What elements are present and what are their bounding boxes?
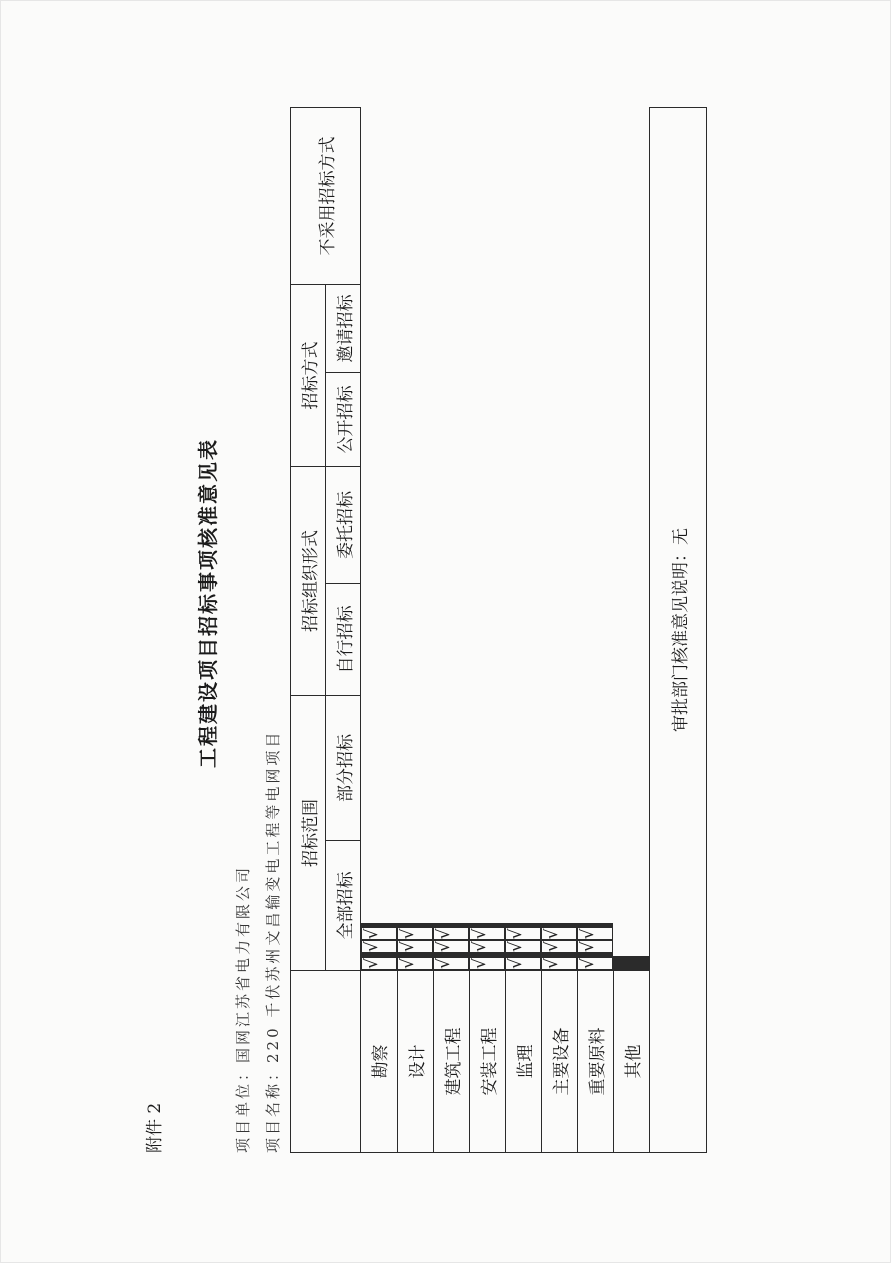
approval-note-row xyxy=(650,108,707,1153)
cell-no-bid xyxy=(397,923,433,925)
cell-part xyxy=(505,955,541,957)
project-name-value: 220 千伏苏州文昌输变电工程等电网项目 xyxy=(264,729,282,1063)
cell-self xyxy=(397,953,433,955)
approval-note-label: 审批部门核准意见说明： xyxy=(670,545,691,732)
document-title: 工程建设项目招标事项核准意见表 xyxy=(196,438,220,768)
cell-part xyxy=(469,955,505,957)
cell-all xyxy=(613,968,649,970)
row-item-label: 其他 xyxy=(613,971,650,1153)
header-scope-all: 全部招标 xyxy=(326,841,361,971)
table-row xyxy=(505,108,541,1153)
cell-no-bid xyxy=(361,923,397,925)
cell-entrust: √ xyxy=(397,940,433,953)
header-method-invite: 邀请招标 xyxy=(326,285,361,373)
cell-part xyxy=(397,955,433,957)
cell-invite xyxy=(541,925,577,927)
cell-entrust: √ xyxy=(577,940,613,953)
cell-no-bid xyxy=(505,923,541,925)
cell-open: √ xyxy=(505,927,541,940)
cell-part xyxy=(613,966,649,968)
header-scope-part: 部分招标 xyxy=(326,696,361,841)
project-unit-value: 国网江苏省电力有限公司 xyxy=(234,864,252,1063)
approval-note-value: 无 xyxy=(670,528,691,545)
cell-self xyxy=(613,964,649,966)
row-item-label: 勘察 xyxy=(361,971,398,1153)
cell-all: √ xyxy=(433,957,469,970)
header-no-bid: 不采用招标方式 xyxy=(291,108,361,285)
cell-no-bid xyxy=(541,923,577,925)
cell-invite xyxy=(397,925,433,927)
header-scope: 招标范围 xyxy=(291,696,326,971)
approval-table xyxy=(290,107,707,1153)
cell-open: √ xyxy=(361,927,397,940)
cell-invite xyxy=(433,925,469,927)
cell-part xyxy=(433,955,469,957)
cell-no-bid xyxy=(613,956,649,958)
cell-no-bid xyxy=(469,923,505,925)
header-row-1 xyxy=(291,108,326,1153)
row-item-label: 设计 xyxy=(397,971,433,1153)
row-item-label: 主要设备 xyxy=(541,971,577,1153)
cell-open: √ xyxy=(541,927,577,940)
cell-all: √ xyxy=(577,957,613,970)
table-row xyxy=(433,108,469,1153)
cell-self xyxy=(433,953,469,955)
cell-invite xyxy=(577,925,613,927)
project-unit-line xyxy=(232,865,253,1153)
project-name-label: 项目名称： xyxy=(264,1062,282,1153)
cell-invite xyxy=(505,925,541,927)
row-item-label: 重要原料 xyxy=(577,971,613,1153)
appendix-label: 附件 2 xyxy=(145,1102,165,1153)
cell-entrust: √ xyxy=(505,940,541,953)
cell-all: √ xyxy=(397,957,433,970)
cell-self xyxy=(505,953,541,955)
row-item-label: 监理 xyxy=(505,971,541,1153)
cell-entrust: √ xyxy=(361,940,397,953)
approval-note-cell xyxy=(650,108,707,1153)
cell-all: √ xyxy=(541,957,577,970)
table-row xyxy=(361,108,398,1153)
cell-part xyxy=(361,955,397,957)
cell-self xyxy=(541,953,577,955)
cell-open: √ xyxy=(469,927,505,940)
cell-self xyxy=(361,953,397,955)
project-unit-label: 项目单位： xyxy=(234,1062,252,1153)
cell-entrust: √ xyxy=(433,940,469,953)
cell-no-bid xyxy=(433,923,469,925)
table-body xyxy=(361,108,650,1153)
row-item-label: 建筑工程 xyxy=(433,971,469,1153)
header-org-entrust: 委托招标 xyxy=(326,467,361,584)
table-row xyxy=(613,108,650,1153)
cell-invite xyxy=(469,925,505,927)
table-row xyxy=(577,108,613,1153)
table-row xyxy=(469,108,505,1153)
header-org: 招标组织形式 xyxy=(291,467,326,696)
table-row xyxy=(541,108,577,1153)
cell-all: √ xyxy=(361,957,397,970)
cell-open: √ xyxy=(577,927,613,940)
cell-part xyxy=(577,955,613,957)
row-item-label: 安装工程 xyxy=(469,971,505,1153)
cell-entrust: √ xyxy=(469,940,505,953)
corner-cell xyxy=(291,971,361,1153)
header-method-open: 公开招标 xyxy=(326,373,361,467)
table-row xyxy=(397,108,433,1153)
cell-invite xyxy=(361,925,397,927)
cell-self xyxy=(469,953,505,955)
cell-open xyxy=(613,960,649,962)
cell-self xyxy=(577,953,613,955)
cell-entrust xyxy=(613,962,649,964)
project-name-line xyxy=(262,730,283,1153)
cell-invite xyxy=(613,958,649,960)
cell-all: √ xyxy=(469,957,505,970)
cell-part xyxy=(541,955,577,957)
cell-open: √ xyxy=(433,927,469,940)
cell-all: √ xyxy=(505,957,541,970)
cell-no-bid xyxy=(577,923,613,925)
cell-open: √ xyxy=(397,927,433,940)
header-method: 招标方式 xyxy=(291,285,326,467)
cell-entrust: √ xyxy=(541,940,577,953)
header-org-self: 自行招标 xyxy=(326,584,361,696)
